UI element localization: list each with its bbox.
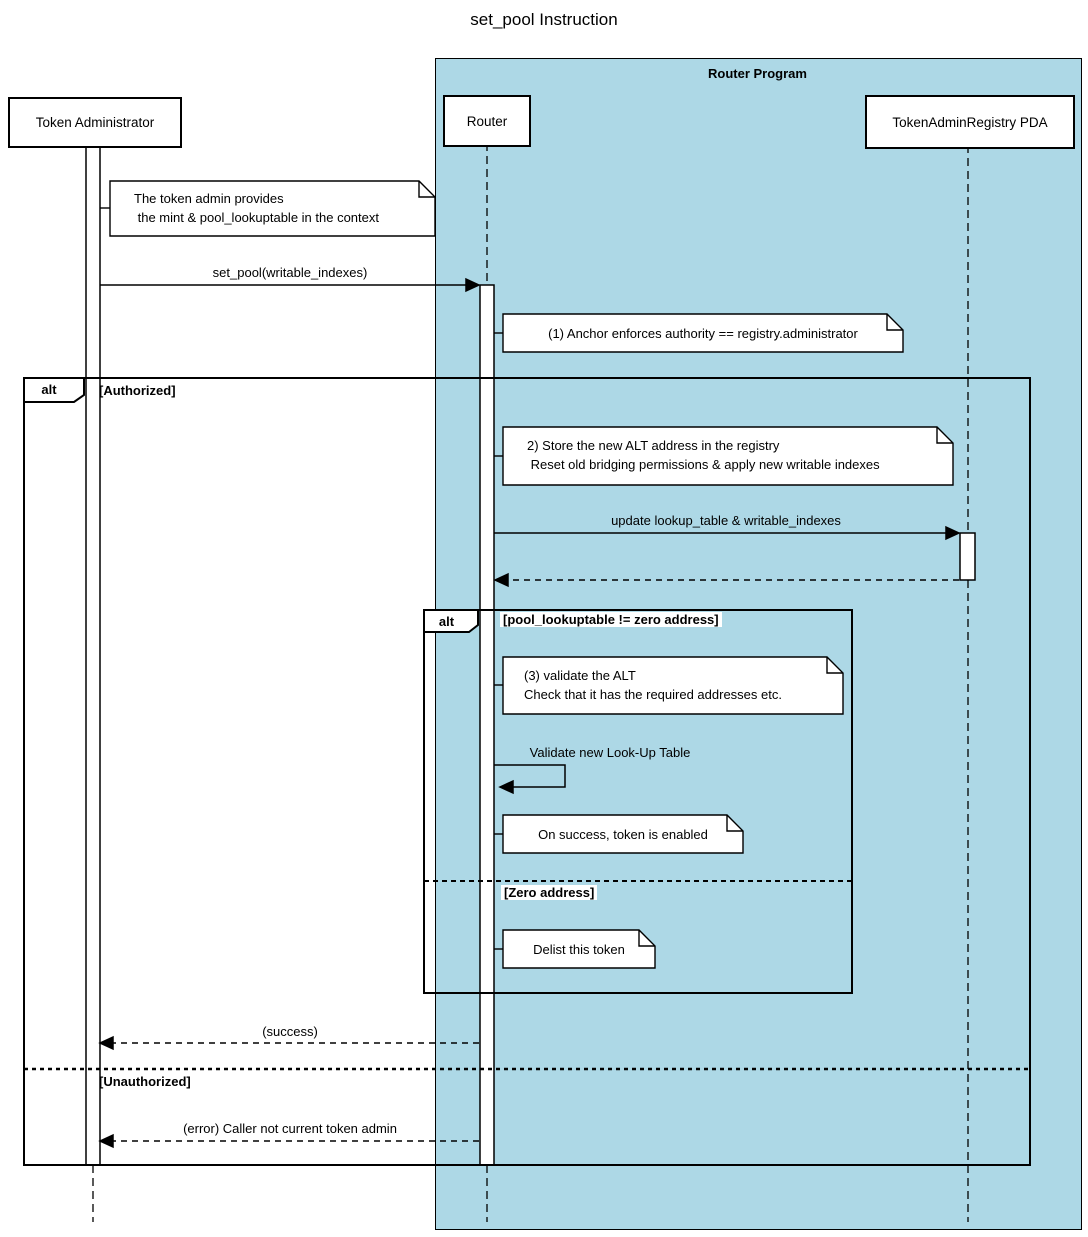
note-success-line1: On success, token is enabled [538,826,708,842]
guard-pool-lookuptable: [pool_lookuptable != zero address] [500,612,722,627]
alt-frame-outer [24,378,1030,1165]
note-validate-alt [503,657,843,714]
message-set-pool: set_pool(writable_indexes) [212,265,368,280]
participant-registry-pda-label: TokenAdminRegistry PDA [892,114,1048,130]
note-anchor [503,314,903,352]
note-context-line1: The token admin provides [134,191,284,206]
participant-token-admin-label: Token Administrator [35,115,155,130]
guard-zero-address: [Zero address] [501,885,597,900]
participant-token-admin [8,97,182,148]
activation-registry-pda [960,533,975,580]
participant-router-label: Router [466,113,508,129]
diagram-title: set_pool Instruction [470,10,618,29]
arrow-self-validate [494,765,565,787]
note-validate-alt-line2: Check that it has the required addresses etc. [524,687,782,702]
message-success: (success) [262,1024,318,1039]
alt-operator-outer: alt [41,382,57,397]
note-validate-alt-line1: (3) validate the ALT [524,668,636,683]
router-program-label: Router Program [708,66,807,81]
alt-operator-inner: alt [438,613,455,629]
note-anchor-line1: (1) Anchor enforces authority == registry.administrator [548,325,858,341]
activation-token-admin [86,144,100,1165]
note-delist [503,930,655,968]
note-store [503,427,953,484]
note-store-line2: Reset old bridging permissions & apply new writable indexes [527,457,880,472]
activations [86,144,975,1165]
participant-router [443,95,531,147]
note-delist-line1: Delist this token [533,941,625,957]
guard-unauthorized: [Unauthorized] [99,1074,191,1089]
message-error: (error) Caller not current token admin [183,1121,397,1136]
note-context [110,181,435,236]
activation-router [480,285,494,1165]
note-context-line2: the mint & pool_lookuptable in the context [134,210,379,225]
note-store-line1: 2) Store the new ALT address in the registry [527,438,780,453]
note-success [503,815,743,853]
message-validate: Validate new Look-Up Table [529,745,691,760]
message-update: update lookup_table & writable_indexes [611,513,841,528]
guard-authorized: [Authorized] [99,383,176,398]
participant-registry-pda [865,95,1075,149]
